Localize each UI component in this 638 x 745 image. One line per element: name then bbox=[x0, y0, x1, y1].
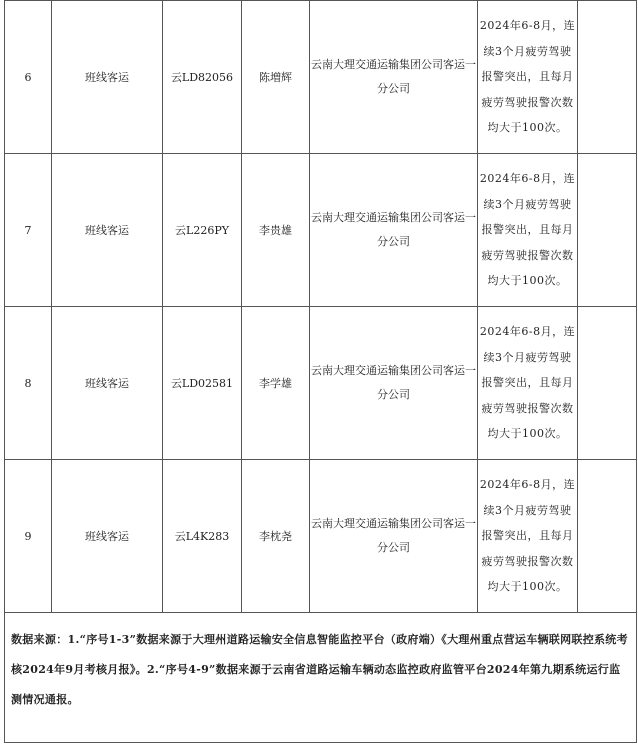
table-row bbox=[5, 1, 637, 154]
cell-transport-type: 班线客运 bbox=[52, 1, 163, 154]
cell-reason: 2024年6-8月，连续3个月疲劳驾驶报警突出，且每月疲劳驾驶报警次数均大于100次。 bbox=[478, 1, 578, 154]
cell-company: 云南大理交通运输集团公司客运一分公司 bbox=[310, 1, 478, 154]
cell-remark bbox=[578, 460, 637, 613]
violation-table bbox=[4, 0, 637, 743]
cell-seq: 6 bbox=[5, 1, 52, 154]
cell-driver-name: 陈増辉 bbox=[242, 1, 310, 154]
cell-transport-type: 班线客运 bbox=[52, 307, 163, 460]
table-row bbox=[5, 154, 637, 307]
data-source-note: 数据来源：1.“序号1-3”数据来源于大理州道路运输安全信息智能监控平台（政府端）《大理州重点营运车辆联网联控系统考核2024年9月考核月报》。2.“序号4-9”数据来源于云南省道路运输车辆动态监控政府监管平台2024年第九期系统运行监测情况通报。 bbox=[5, 613, 637, 743]
cell-seq: 8 bbox=[5, 307, 52, 460]
cell-plate: 云LD02581 bbox=[163, 307, 242, 460]
cell-remark bbox=[578, 1, 637, 154]
cell-driver-name: 李枕尧 bbox=[242, 460, 310, 613]
cell-reason: 2024年6-8月，连续3个月疲劳驾驶报警突出，且每月疲劳驾驶报警次数均大于100次。 bbox=[478, 154, 578, 307]
cell-plate: 云L4K283 bbox=[163, 460, 242, 613]
cell-company: 云南大理交通运输集团公司客运一分公司 bbox=[310, 307, 478, 460]
cell-company: 云南大理交通运输集团公司客运一分公司 bbox=[310, 460, 478, 613]
cell-seq: 7 bbox=[5, 154, 52, 307]
cell-plate: 云LD82056 bbox=[163, 1, 242, 154]
cell-transport-type: 班线客运 bbox=[52, 460, 163, 613]
cell-transport-type: 班线客运 bbox=[52, 154, 163, 307]
cell-reason: 2024年6-8月，连续3个月疲劳驾驶报警突出，且每月疲劳驾驶报警次数均大于100次。 bbox=[478, 460, 578, 613]
cell-remark bbox=[578, 154, 637, 307]
cell-plate: 云L226PY bbox=[163, 154, 242, 307]
cell-remark bbox=[578, 307, 637, 460]
cell-company: 云南大理交通运输集团公司客运一分公司 bbox=[310, 154, 478, 307]
cell-reason: 2024年6-8月，连续3个月疲劳驾驶报警突出，且每月疲劳驾驶报警次数均大于100次。 bbox=[478, 307, 578, 460]
table-row bbox=[5, 307, 637, 460]
cell-driver-name: 李贵雄 bbox=[242, 154, 310, 307]
table-row bbox=[5, 460, 637, 613]
table-footer-row bbox=[5, 613, 637, 743]
cell-driver-name: 李学雄 bbox=[242, 307, 310, 460]
cell-seq: 9 bbox=[5, 460, 52, 613]
